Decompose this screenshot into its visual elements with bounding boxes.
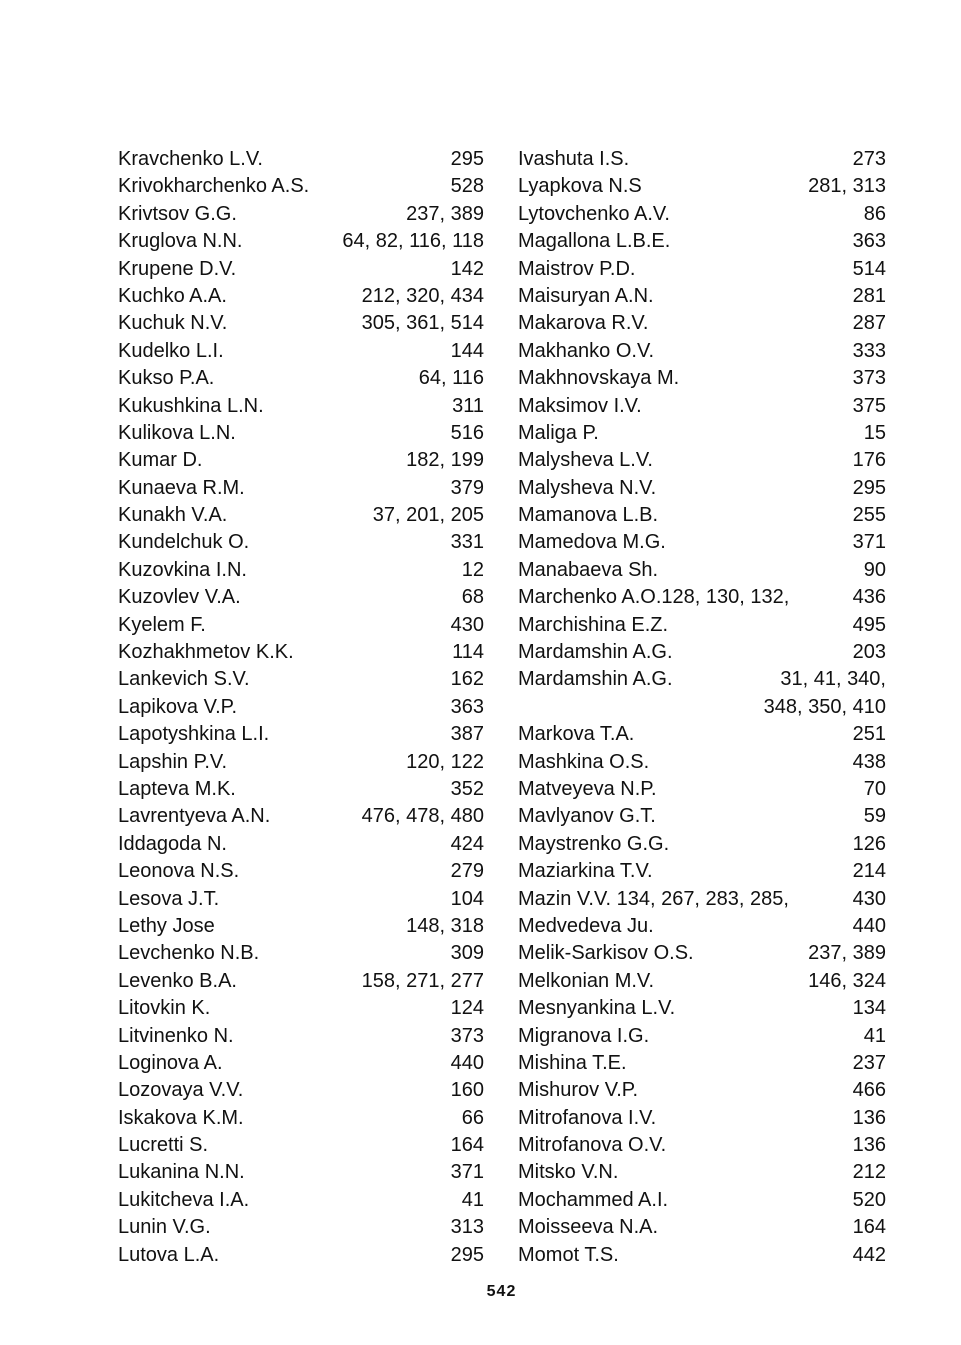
entry-pages: 371 (852, 531, 886, 554)
entry-name: Kuzovlev V.A. (118, 586, 241, 609)
entry-pages: 251 (852, 723, 886, 746)
index-entry (518, 393, 886, 420)
index-entry (118, 1159, 484, 1186)
index-entry (118, 310, 484, 337)
entry-name: Mavlyanov G.T. (518, 805, 656, 828)
index-entry (518, 310, 886, 337)
index-entry (518, 940, 886, 967)
index-entry (518, 420, 886, 447)
entry-name: Lunin V.G. (118, 1216, 211, 1239)
entry-name: Mishurov V.P. (518, 1079, 639, 1102)
entry-name: Lapteva M.K. (118, 777, 236, 800)
entry-name: Lesova J.T. (118, 887, 220, 910)
entry-pages: 164 (450, 1134, 484, 1157)
index-entry (518, 584, 886, 611)
entry-name: Lapikova V.P. (118, 695, 237, 718)
entry-pages: 516 (450, 421, 484, 444)
entry-name: Kulikova L.N. (118, 421, 236, 444)
entry-pages: 66 (461, 1106, 484, 1129)
entry-name: Melkonian M.V. (518, 969, 654, 992)
index-entry (518, 557, 886, 584)
index-entry (118, 968, 484, 995)
entry-pages: 120, 122 (406, 750, 484, 773)
entry-pages: 436 (852, 586, 886, 609)
index-entry (118, 201, 484, 228)
entry-name: Kukushkina L.N. (118, 394, 264, 417)
index-entry (518, 256, 886, 283)
index-entry (518, 365, 886, 392)
index-entry (118, 1132, 484, 1159)
index-entry (518, 1187, 886, 1214)
index-entry (118, 283, 484, 310)
entry-pages: 333 (852, 339, 886, 362)
entry-name: Lankevich S.V. (118, 668, 250, 691)
index-entry (118, 721, 484, 748)
index-column-left (118, 146, 484, 1269)
index-entry (118, 420, 484, 447)
entry-pages: 440 (852, 914, 886, 937)
index-entry (118, 913, 484, 940)
index-entry (118, 886, 484, 913)
entry-pages: 158, 271, 277 (361, 969, 484, 992)
entry-name: Krivtsov G.G. (118, 202, 237, 225)
entry-name: Maziarkina T.V. (518, 860, 653, 883)
entry-pages: 176 (852, 449, 886, 472)
entry-pages: 295 (450, 1243, 484, 1266)
entry-name: Iddagoda N. (118, 832, 227, 855)
entry-pages: 379 (450, 476, 484, 499)
entry-name: Iskakova K.M. (118, 1106, 244, 1129)
entry-pages: 348, 350, 410 (763, 695, 886, 718)
entry-pages: 281, 313 (808, 175, 886, 198)
entry-pages: 104 (450, 887, 484, 910)
entry-name: Kuchko A.A. (118, 284, 227, 307)
index-entry (118, 639, 484, 666)
entry-name: Mishina T.E. (518, 1051, 627, 1074)
entry-name: Lethy Jose (118, 914, 215, 937)
entry-name: Maisuryan A.N. (518, 284, 654, 307)
entry-name: Makhnovskaya M. (518, 367, 680, 390)
index-entry (518, 831, 886, 858)
entry-name: Mitrofanova I.V. (518, 1106, 657, 1129)
entry-pages: 311 (452, 394, 484, 417)
entry-pages: 363 (852, 230, 886, 253)
index-entry (518, 447, 886, 474)
index-entry (518, 749, 886, 776)
entry-pages: 237, 389 (406, 202, 484, 225)
index-entry (118, 831, 484, 858)
entry-name: Mochammed A.I. (518, 1188, 669, 1211)
index-entry (118, 694, 484, 721)
entry-pages: 375 (852, 394, 886, 417)
index-entry (118, 365, 484, 392)
entry-name: Melik-Sarkisov O.S. (518, 942, 694, 965)
entry-pages: 86 (863, 202, 886, 225)
entry-name: Marchenko A.O.128, 130, 132, (518, 586, 790, 609)
entry-pages: 212 (852, 1161, 886, 1184)
entry-name: Markova T.A. (518, 723, 635, 746)
index-entry (518, 721, 886, 748)
entry-pages: 279 (450, 860, 484, 883)
entry-name: Moisseeva N.A. (518, 1216, 659, 1239)
index-entry (518, 913, 886, 940)
entry-pages: 371 (450, 1161, 484, 1184)
index-entry (118, 447, 484, 474)
entry-pages: 466 (852, 1079, 886, 1102)
index-entry (518, 1159, 886, 1186)
entry-name: Levchenko N.B. (118, 942, 260, 965)
entry-pages: 352 (450, 777, 484, 800)
page-number: 542 (486, 1283, 517, 1300)
index-entry (118, 173, 484, 200)
entry-pages: 64, 82, 116, 118 (342, 230, 484, 253)
index-entry (518, 228, 886, 255)
entry-pages: 90 (863, 558, 886, 581)
entry-pages: 387 (450, 723, 484, 746)
index-entry (118, 584, 484, 611)
entry-name: Manabaeva Sh. (518, 558, 659, 581)
entry-name: Lozovaya V.V. (118, 1079, 244, 1102)
entry-pages: 126 (852, 832, 886, 855)
entry-pages: 203 (852, 641, 886, 664)
entry-name: Migranova I.G. (518, 1024, 650, 1047)
index-entry (518, 639, 886, 666)
index-entry (118, 1050, 484, 1077)
entry-name: Mesnyankina L.V. (518, 997, 676, 1020)
index-entry (118, 666, 484, 693)
entry-name: Malysheva N.V. (518, 476, 657, 499)
index-entry (118, 338, 484, 365)
entry-pages: 373 (450, 1024, 484, 1047)
entry-name: Malysheva L.V. (518, 449, 653, 472)
index-entry (518, 283, 886, 310)
entry-pages: 440 (450, 1051, 484, 1074)
entry-pages: 305, 361, 514 (361, 312, 484, 335)
entry-name: Lapotyshkina L.I. (118, 723, 270, 746)
entry-name: Mamanova L.B. (518, 504, 659, 527)
entry-name: Makarova R.V. (518, 312, 649, 335)
entry-name: Litvinenko N. (118, 1024, 234, 1047)
entry-pages: 430 (450, 613, 484, 636)
index-entry (118, 502, 484, 529)
entry-name: Kunaeva R.M. (118, 476, 245, 499)
entry-name: Kuzovkina I.N. (118, 558, 247, 581)
entry-name: Kudelko L.I. (118, 339, 224, 362)
index-entry (518, 666, 886, 693)
index-entry (518, 173, 886, 200)
index-entry (118, 749, 484, 776)
entry-name: Medvedeva Ju. (518, 914, 654, 937)
entry-name: Krivokharchenko A.S. (118, 175, 310, 198)
entry-name: Mamedova M.G. (518, 531, 666, 554)
index-entry (518, 1132, 886, 1159)
index-entry (118, 1077, 484, 1104)
entry-name: Magallona L.B.E. (518, 230, 671, 253)
entry-pages: 424 (450, 832, 484, 855)
entry-name: Litovkin K. (118, 997, 211, 1020)
entry-name: Maystrenko G.G. (518, 832, 670, 855)
index-entry (518, 1105, 886, 1132)
entry-name: Leonova N.S. (118, 860, 240, 883)
index-entry (518, 776, 886, 803)
entry-name: Krupene D.V. (118, 257, 237, 280)
entry-name: Makhanko O.V. (518, 339, 655, 362)
entry-name: Lukanina N.N. (118, 1161, 245, 1184)
entry-pages: 281 (852, 284, 886, 307)
entry-name: Lytovchenko A.V. (518, 202, 670, 225)
entry-name: Kundelchuk O. (118, 531, 250, 554)
index-entry (518, 694, 886, 721)
index-entry (118, 1214, 484, 1241)
entry-pages: 41 (863, 1024, 886, 1047)
index-entry (118, 776, 484, 803)
entry-name: Lucretti S. (118, 1134, 209, 1157)
index-entry (118, 256, 484, 283)
entry-name: Marchishina E.Z. (518, 613, 669, 636)
entry-pages: 136 (852, 1106, 886, 1129)
index-entry (518, 146, 886, 173)
index-entry (518, 1214, 886, 1241)
entry-pages: 41 (461, 1188, 484, 1211)
entry-name: Lyapkova N.S (518, 175, 642, 198)
index-entry (118, 858, 484, 885)
index-entry (118, 393, 484, 420)
entry-name: Lavrentyeva A.N. (118, 805, 271, 828)
entry-pages: 146, 324 (808, 969, 886, 992)
entry-pages: 331 (450, 531, 484, 554)
entry-pages: 124 (450, 997, 484, 1020)
entry-name: Kukso P.A. (118, 367, 215, 390)
entry-pages: 295 (450, 148, 484, 170)
index-entry (118, 529, 484, 556)
entry-pages: 237, 389 (808, 942, 886, 965)
index-entry (518, 1050, 886, 1077)
entry-pages: 212, 320, 434 (361, 284, 484, 307)
index-entry (118, 612, 484, 639)
entry-pages: 514 (852, 257, 886, 280)
entry-name: Levenko B.A. (118, 969, 237, 992)
entry-name: Kozhakhmetov K.K. (118, 641, 294, 664)
entry-name: Mitsko V.N. (518, 1161, 619, 1184)
entry-pages: 214 (852, 860, 886, 883)
entry-name: Kuchuk N.V. (118, 312, 228, 335)
index-entry (518, 803, 886, 830)
entry-name: Lukitcheva I.A. (118, 1188, 250, 1211)
entry-pages: 237 (852, 1051, 886, 1074)
entry-pages: 142 (450, 257, 484, 280)
entry-pages: 528 (450, 175, 484, 198)
entry-pages: 31, 41, 340, (780, 668, 886, 691)
index-entry (518, 995, 886, 1022)
entry-name: Mardamshin A.G. (518, 668, 673, 691)
entry-pages: 430 (852, 887, 886, 910)
entry-name: Kravchenko L.V. (118, 148, 263, 170)
entry-pages: 114 (452, 641, 484, 664)
index-entry (118, 1023, 484, 1050)
index-entry (118, 1242, 484, 1269)
entry-name: Kunakh V.A. (118, 504, 228, 527)
entry-name: Kruglova N.N. (118, 230, 243, 253)
entry-pages: 476, 478, 480 (361, 805, 484, 828)
index-entry (518, 475, 886, 502)
entry-name: Mazin V.V. 134, 267, 283, 285, (518, 887, 789, 910)
index-entry (518, 1023, 886, 1050)
index-entry (518, 502, 886, 529)
entry-pages: 15 (863, 421, 886, 444)
index-entry (118, 228, 484, 255)
entry-name: Kumar D. (118, 449, 203, 472)
index-entry (118, 557, 484, 584)
entry-pages: 59 (863, 805, 886, 828)
entry-pages: 37, 201, 205 (372, 504, 484, 527)
entry-pages: 182, 199 (406, 449, 484, 472)
entry-pages: 68 (461, 586, 484, 609)
index-entry (518, 201, 886, 228)
entry-pages: 438 (852, 750, 886, 773)
entry-pages: 134 (852, 997, 886, 1020)
entry-name: Kyelem F. (118, 613, 206, 636)
index-entry (518, 968, 886, 995)
index-entry (118, 146, 484, 173)
index-entry (118, 940, 484, 967)
entry-name: Ivashuta I.S. (518, 148, 630, 170)
entry-pages: 144 (450, 339, 484, 362)
entry-name: Mashkina O.S. (518, 750, 650, 773)
index-column-right (518, 146, 886, 1269)
entry-pages: 70 (863, 777, 886, 800)
index-entry (518, 612, 886, 639)
entry-pages: 442 (852, 1243, 886, 1266)
entry-name: Mitrofanova O.V. (518, 1134, 667, 1157)
entry-name: Mardamshin A.G. (518, 641, 673, 664)
entry-pages: 373 (852, 367, 886, 390)
entry-pages: 273 (852, 148, 886, 170)
entry-pages: 162 (450, 668, 484, 691)
entry-name: Lapshin P.V. (118, 750, 227, 773)
entry-name: Matveyeva N.P. (518, 777, 657, 800)
entry-pages: 313 (450, 1216, 484, 1239)
entry-pages: 295 (852, 476, 886, 499)
entry-pages: 309 (450, 942, 484, 965)
entry-pages: 520 (852, 1188, 886, 1211)
index-entry (518, 338, 886, 365)
entry-pages: 164 (852, 1216, 886, 1239)
index-entry (518, 886, 886, 913)
entry-pages: 160 (450, 1079, 484, 1102)
index-entry (118, 803, 484, 830)
index-entry (118, 475, 484, 502)
entry-pages: 12 (461, 558, 484, 581)
entry-name: Maistrov P.D. (518, 257, 636, 280)
entry-name: Maksimov I.V. (518, 394, 642, 417)
index-entry (518, 1242, 886, 1269)
entry-name: Lutova L.A. (118, 1243, 220, 1266)
index-entry (118, 1187, 484, 1214)
entry-pages: 495 (852, 613, 886, 636)
entry-name: Momot T.S. (518, 1243, 619, 1266)
index-entry (518, 858, 886, 885)
entry-pages: 148, 318 (406, 914, 484, 937)
entry-pages: 363 (450, 695, 484, 718)
entry-pages: 136 (852, 1134, 886, 1157)
entry-pages: 287 (852, 312, 886, 335)
index-entry (518, 1077, 886, 1104)
entry-pages: 255 (852, 504, 886, 527)
entry-pages: 64, 116 (418, 367, 484, 390)
index-entry (518, 529, 886, 556)
index-entry (118, 1105, 484, 1132)
entry-name: Loginova A. (118, 1051, 223, 1074)
entry-name: Maliga P. (518, 421, 599, 444)
index-entry (118, 995, 484, 1022)
